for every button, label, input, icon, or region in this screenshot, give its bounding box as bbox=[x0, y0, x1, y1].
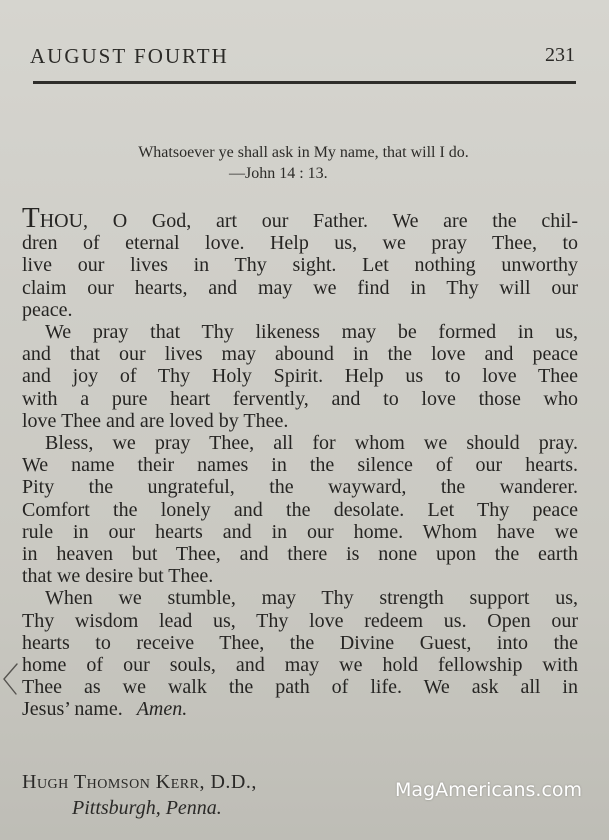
prayer-line: home of our souls, and may we hold fellowship with bbox=[22, 654, 578, 677]
prayer-line: claim our hearts, and may we find in Thy will our bbox=[22, 276, 578, 299]
verse-reference: —John 14 : 13. bbox=[229, 165, 328, 182]
prayer-paragraph bbox=[22, 202, 578, 321]
prayer-line: love Thee and are loved by Thee. bbox=[22, 409, 289, 432]
prayer-line-text: HOU, O God, art our Father. We are the chil- bbox=[39, 210, 578, 232]
prayer-line: with a pure heart fervently, and to love those who bbox=[22, 387, 578, 410]
prayer-line bbox=[22, 202, 578, 234]
prayer-line: Comfort the lonely and the desolate. Let Thy peace bbox=[22, 498, 578, 521]
prayer-body bbox=[22, 202, 578, 721]
prayer-line: peace. bbox=[22, 298, 73, 321]
author-name: Hugh Thomson Kerr, D.D., bbox=[22, 771, 257, 793]
prayer-line-text: Jesus’ name. bbox=[22, 698, 123, 721]
prayer-line: dren of eternal love. Help us, we pray Thee, to bbox=[22, 232, 578, 255]
prayer-paragraph bbox=[22, 321, 578, 432]
drop-cap: T bbox=[22, 202, 40, 234]
prayer-line: Thee as we walk the path of life. We ask all in bbox=[22, 676, 578, 699]
page-header bbox=[30, 44, 575, 74]
amen: Amen. bbox=[136, 698, 188, 721]
prayer-line: rule in our hearts and in our home. Whom have we bbox=[22, 520, 578, 543]
prayer-line: We pray that Thy likeness may be formed in us, bbox=[45, 321, 578, 344]
prayer-line: When we stumble, may Thy strength support us, bbox=[45, 587, 578, 610]
scripture-verse bbox=[46, 142, 561, 184]
header-rule bbox=[33, 81, 576, 84]
prayer-line: Pity the ungrateful, the wayward, the wanderer. bbox=[22, 476, 578, 499]
prayer-paragraph bbox=[22, 432, 578, 587]
prayer-paragraph bbox=[22, 587, 578, 720]
prayer-line: Thy wisdom lead us, Thy love redeem us. Open our bbox=[22, 609, 578, 632]
verse-text: Whatsoever ye shall ask in My name, that will I do. bbox=[138, 144, 469, 161]
prayer-line: hearts to receive Thee, the Divine Guest, into the bbox=[22, 631, 578, 654]
pencil-mark-icon bbox=[0, 662, 20, 696]
watermark: MagAmericans.com bbox=[395, 779, 583, 801]
prayer-line: and joy of Thy Holy Spirit. Help us to love Thee bbox=[22, 365, 578, 388]
page-number: 231 bbox=[545, 44, 575, 66]
prayer-line bbox=[22, 698, 578, 720]
prayer-line: Bless, we pray Thee, all for whom we should pray. bbox=[45, 432, 578, 455]
author-signature bbox=[22, 769, 257, 821]
prayer-line: and that our lives may abound in the love and peace bbox=[22, 343, 578, 366]
author-location: Pittsburgh, Penna. bbox=[72, 797, 222, 819]
page-title: AUGUST FOURTH bbox=[30, 44, 229, 68]
prayer-line: in heaven but Thee, and there is none upon the earth bbox=[22, 543, 578, 566]
prayer-line: that we desire but Thee. bbox=[22, 565, 214, 588]
prayer-line: live our lives in Thy sight. Let nothing unworthy bbox=[22, 254, 578, 277]
prayer-line: We name their names in the silence of our hearts. bbox=[22, 454, 578, 477]
